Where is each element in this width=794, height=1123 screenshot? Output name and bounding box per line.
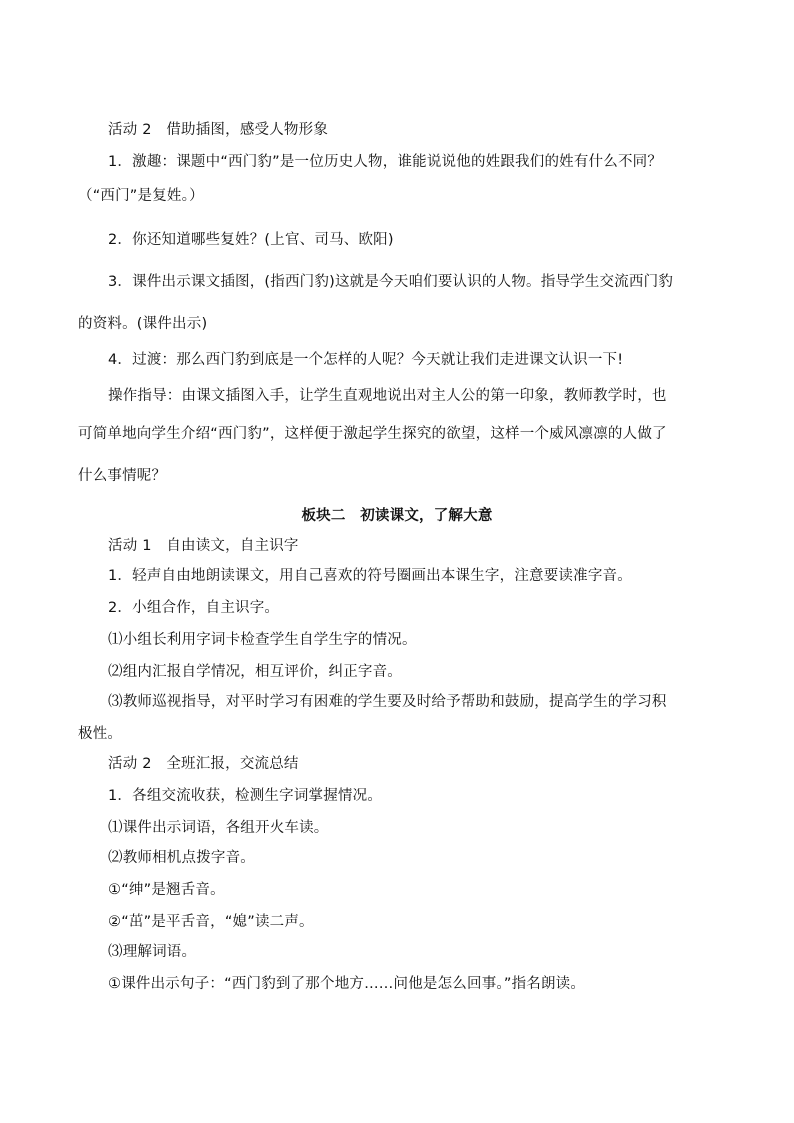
guidance-line: 可简单地向学生介绍“西门豹”，这样便于激起学生探究的欲望，这样一个威风凛凛的人做了	[78, 426, 667, 442]
activity-2-heading: 活动 2 借助插图，感受人物形象	[108, 122, 329, 138]
section-2-title: 板块二 初读课文，了解大意	[301, 508, 493, 524]
guidance-line: 什么事情呢？	[78, 468, 167, 484]
paragraph-line: 的资料。(课件出示)	[78, 316, 208, 332]
paragraph-line: 2．小组合作，自主识字。	[108, 600, 280, 616]
paragraph-line: 1．轻声自由地朗读课文，用自己喜欢的符号圈画出本课生字，注意要读准字音。	[108, 568, 632, 584]
paragraph-line: 极性。	[78, 726, 123, 742]
paragraph-line: （“西门”是复姓。）	[78, 188, 204, 204]
paragraph-line: ⑵教师相机点拨字音。	[108, 850, 255, 866]
activity-2-summary-heading: 活动 2 全班汇报，交流总结	[108, 756, 299, 772]
paragraph-line: 1．激趣：课题中“西门豹”是一位历史人物，谁能说说他的姓跟我们的姓有什么不同？	[108, 154, 663, 170]
paragraph-line: 1．各组交流收获，检测生字词掌握情况。	[108, 788, 383, 804]
paragraph-line: 4．过渡：那么西门豹到底是一个怎样的人呢？今天就让我们走进课文认识一下!	[108, 352, 624, 368]
paragraph-line: ⑶理解词语。	[108, 944, 197, 960]
paragraph-line: ⑴课件出示词语，各组开火车读。	[108, 820, 329, 836]
paragraph-line: ②“茁”是平舌音，“媳”读二声。	[108, 914, 314, 930]
paragraph-line: ⑴小组长利用字词卡检查学生自学生字的情况。	[108, 632, 417, 648]
activity-1-heading: 活动 1 自由读文，自主识字	[108, 538, 299, 554]
paragraph-line: 3．课件出示课文插图，(指西门豹)这就是今天咱们要认识的人物。指导学生交流西门豹	[108, 274, 674, 290]
paragraph-line: ⑵组内汇报自学情况，相互评价，纠正字音。	[108, 664, 402, 680]
paragraph-line: 2．你还知道哪些复姓？(上官、司马、欧阳)	[108, 232, 394, 248]
paragraph-line: ①“绅”是翘舌音。	[108, 882, 225, 898]
paragraph-line: ⑶教师巡视指导，对平时学习有困难的学生要及时给予帮助和鼓励，提高学生的学习积	[108, 694, 667, 710]
paragraph-line: ①课件出示句子：“西门豹到了那个地方……问他是怎么回事。”指名朗读。	[108, 976, 586, 992]
guidance-line: 操作指导：由课文插图入手，让学生直观地说出对主人公的第一印象，教师教学时，也	[108, 388, 667, 404]
